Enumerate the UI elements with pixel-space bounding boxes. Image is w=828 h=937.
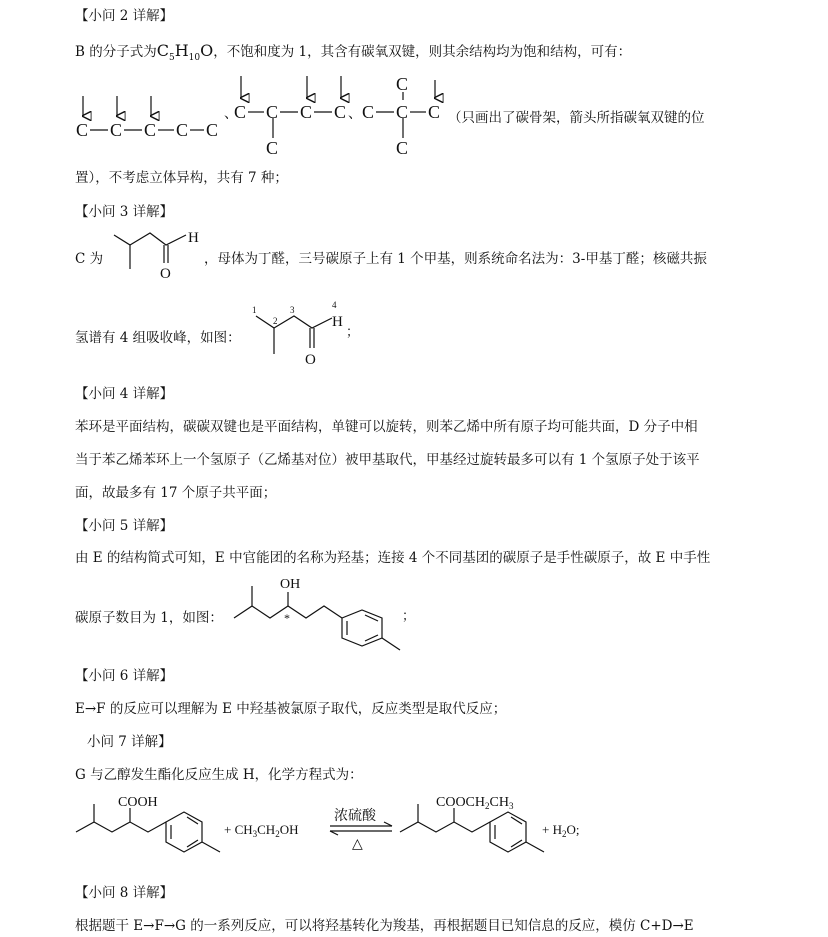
section-heading-2: 【小问 2 详解】 xyxy=(75,8,174,24)
svg-text:2: 2 xyxy=(273,316,278,326)
structure-ester-h xyxy=(400,795,544,852)
section-heading-5: 【小问 5 详解】 xyxy=(75,518,174,534)
section-heading-4: 【小问 4 详解】 xyxy=(75,386,174,402)
section-heading-8: 【小问 8 详解】 xyxy=(75,885,174,901)
svg-text:1: 1 xyxy=(252,305,257,315)
svg-text:C: C xyxy=(396,74,409,94)
svg-text:C: C xyxy=(396,102,409,122)
skeleton-dimethyl-branch xyxy=(362,74,440,158)
structure-compound-e xyxy=(230,570,416,660)
paragraph-2-note: （只画出了碳骨架，箭头所指碳氧双键的位 xyxy=(448,110,705,126)
svg-text:C: C xyxy=(334,102,347,122)
paragraph-3-c-label: C 为 xyxy=(75,251,104,267)
svg-text:H: H xyxy=(188,230,199,246)
skeleton-methyl-branch xyxy=(234,76,346,158)
reaction-arrow-icon xyxy=(330,808,392,852)
section-heading-3: 【小问 3 详解】 xyxy=(75,204,174,220)
svg-text:C: C xyxy=(206,120,219,140)
svg-text:3: 3 xyxy=(290,305,295,315)
svg-text:C: C xyxy=(300,102,313,122)
svg-text:、: 、 xyxy=(224,107,238,122)
svg-text:COOH: COOH xyxy=(118,795,158,810)
paragraph-5-line-1: 由 E 的结构简式可知，E 中官能团的名称为羟基；连接 4 个不同基团的碳原子是手性碳原子，故 E 中手性 xyxy=(75,550,711,566)
paragraph-4-line-2: 当于苯乙烯苯环上一个氢原子（乙烯基对位）被甲基取代，甲基经过旋转最多可以有 1 个氢原子处于该平 xyxy=(75,452,700,468)
paragraph-3-line-2: 氢谱有 4 组吸收峰，如图： xyxy=(75,330,241,346)
svg-text:浓硫酸: 浓硫酸 xyxy=(334,809,376,824)
paragraph-2-line-1: B 的分子式为$C_5H_{10}O$，不饱和度为 1，其含有碳氧双键，则其余结构均为饱和结构，可有： xyxy=(75,41,632,64)
svg-text:OH: OH xyxy=(280,577,301,592)
paragraph-4-line-3: 面，故最多有 17 个原子共平面； xyxy=(75,485,277,501)
paragraph-3-line-1: ，母体为丁醛，三号碳原子上有 1 个甲基，则系统命名法为：3-甲基丁醛；核磁共振 xyxy=(204,251,707,267)
svg-text:+ CH3CH2OH: + $CH_3CH_2OH$ xyxy=(224,822,299,839)
carbon-skeleton-structures xyxy=(72,72,452,162)
structure-3-methylbutanal xyxy=(108,225,208,285)
svg-text:△: △ xyxy=(352,837,363,852)
svg-text:C: C xyxy=(396,138,409,158)
paragraph-5-line-2: 碳原子数目为 1，如图： xyxy=(75,610,223,626)
structure-numbered-aldehyde xyxy=(246,296,360,368)
svg-text:C: C xyxy=(266,102,279,122)
paragraph-7-line-1: G 与乙醇发生酯化反应生成 H，化学方程式为： xyxy=(75,767,363,783)
svg-text:；: ； xyxy=(346,324,360,339)
paragraph-8-line-1: 根据题干 E→F→G 的一系列反应，可以将羟基转化为羧基，再根据题目已知信息的反应，模仿 C+D→E xyxy=(75,918,694,934)
svg-text:C: C xyxy=(428,102,441,122)
svg-text:C: C xyxy=(234,102,247,122)
esterification-equation xyxy=(74,790,594,870)
svg-text:*: * xyxy=(284,611,290,625)
paragraph-2-line-3: 置），不考虑立体异构，共有 7 种； xyxy=(75,170,288,186)
paragraph-4-line-1: 苯环是平面结构，碳碳双键也是平面结构，单键可以旋转，则苯乙烯中所有原子均可能共面，D 分子中相 xyxy=(75,419,698,435)
svg-text:C: C xyxy=(76,120,89,140)
svg-text:4: 4 xyxy=(332,300,337,310)
svg-text:；: ； xyxy=(402,608,416,623)
svg-text:O: O xyxy=(160,266,171,282)
formula-b: $C_5H_{10}O$ xyxy=(156,41,214,64)
svg-text:COOCH2CH3: $COOCH_2CH_3$ xyxy=(436,795,514,811)
svg-text:C: C xyxy=(266,138,279,158)
section-heading-7: 小问 7 详解】 xyxy=(87,734,172,750)
section-heading-6: 【小问 6 详解】 xyxy=(75,668,174,684)
svg-text:C: C xyxy=(362,102,375,122)
structure-acid-g xyxy=(76,795,220,852)
paragraph-6-line-1: E→F 的反应可以理解为 E 中羟基被氯原子取代，反应类型是取代反应； xyxy=(75,701,507,717)
svg-text:C: C xyxy=(176,120,189,140)
svg-text:C: C xyxy=(110,120,123,140)
svg-text:、: 、 xyxy=(348,107,362,122)
svg-text:+ H2O;: + $H_2O$; xyxy=(542,822,580,839)
svg-text:H: H xyxy=(332,314,343,330)
svg-text:C: C xyxy=(144,120,157,140)
svg-text:O: O xyxy=(305,352,316,368)
skeleton-straight-chain xyxy=(76,96,218,140)
